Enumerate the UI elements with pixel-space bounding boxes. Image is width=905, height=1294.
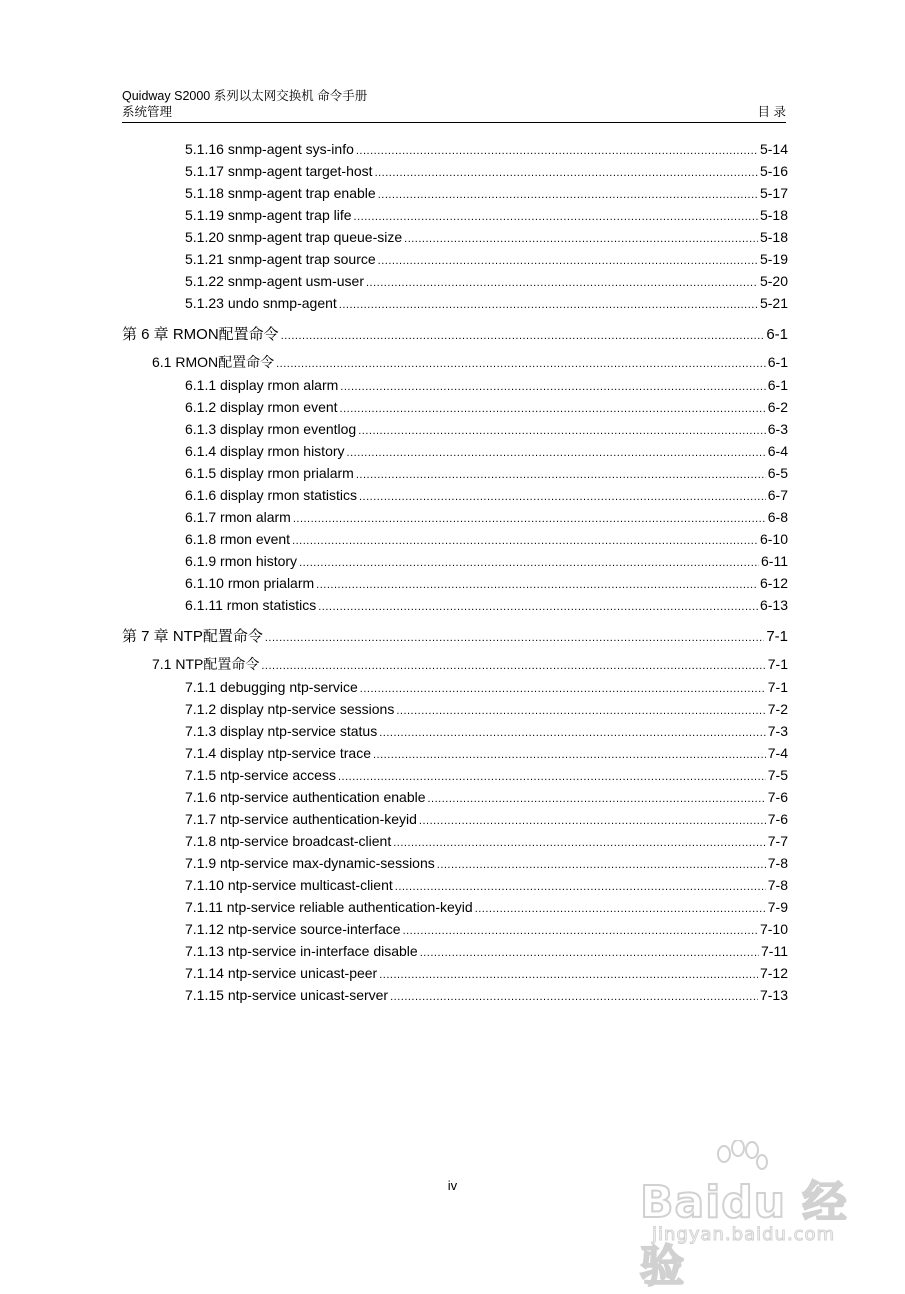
toc-entry-page: 7-4: [767, 745, 788, 761]
toc-chapter[interactable]: [122, 320, 788, 350]
toc-entry-title: 6.1.11 rmon statistics: [185, 597, 317, 613]
dot-leader: [276, 350, 766, 376]
dot-leader: [293, 506, 766, 530]
toc-entry-title: 6.1.9 rmon history: [185, 553, 298, 569]
toc-entry[interactable]: [122, 182, 788, 204]
dot-leader: [261, 652, 765, 678]
toc-entry-title: 6.1.8 rmon event: [185, 531, 291, 547]
dot-leader: [373, 742, 766, 766]
dot-leader: [338, 764, 766, 788]
product-title: Quidway S2000 系列以太网交换机 命令手册: [122, 89, 368, 103]
toc-entry-page: 7-1: [766, 628, 788, 645]
toc-entry[interactable]: [122, 918, 788, 940]
watermark-brand: Baidu 经验: [640, 1177, 848, 1292]
toc-entry-title: 6.1.4 display rmon history: [185, 443, 345, 459]
toc-entry[interactable]: [122, 270, 788, 292]
toc-entry-title: 7.1.13 ntp-service in-interface disable: [185, 943, 418, 959]
dot-leader: [292, 528, 758, 552]
toc-entry[interactable]: [122, 808, 788, 830]
dot-leader: [379, 962, 758, 986]
toc-entry-page: 7-8: [767, 855, 788, 871]
toc-entry-title: 5.1.18 snmp-agent trap enable: [185, 185, 376, 201]
dot-leader: [379, 720, 766, 744]
dot-leader: [347, 440, 766, 464]
toc-entry-page: 7-11: [761, 943, 788, 959]
toc-entry-title: 7.1.10 ntp-service multicast-client: [185, 877, 393, 893]
toc-entry-page: 6-3: [767, 421, 788, 437]
toc-entry-page: 7-10: [759, 921, 788, 937]
dot-leader: [420, 940, 759, 964]
toc-entry[interactable]: [122, 506, 788, 528]
toc-entry-page: 7-9: [767, 899, 788, 915]
dot-leader: [375, 160, 758, 184]
toc-entry-title: 7.1.7 ntp-service authentication-keyid: [185, 811, 417, 827]
dot-leader: [419, 808, 766, 832]
dot-leader: [316, 572, 758, 596]
toc-entry-title: 6.1.3 display rmon eventlog: [185, 421, 357, 437]
toc-entry[interactable]: [122, 852, 788, 874]
toc-entry-page: 7-7: [767, 833, 788, 849]
dot-leader: [475, 896, 766, 920]
toc-entry[interactable]: [122, 698, 788, 720]
toc-entry[interactable]: [122, 572, 788, 594]
toc-entry[interactable]: [122, 374, 788, 396]
toc-entry-title: 7.1.9 ntp-service max-dynamic-sessions: [185, 855, 435, 871]
toc-entry[interactable]: [122, 528, 788, 550]
toc-entry-title: 7.1.14 ntp-service unicast-peer: [185, 965, 378, 981]
toc-entry[interactable]: [122, 896, 788, 918]
toc-entry[interactable]: [122, 484, 788, 506]
toc-entry-page: 5-14: [759, 141, 788, 157]
toc-entry-page: 7-1: [767, 656, 788, 672]
toc-entry-page: 5-20: [759, 273, 788, 289]
toc-entry-title: 6.1.5 display rmon prialarm: [185, 465, 354, 481]
dot-leader: [318, 594, 758, 618]
toc-entry-page: 5-21: [759, 295, 788, 311]
toc-entry[interactable]: [122, 440, 788, 462]
toc-entry[interactable]: [122, 786, 788, 808]
toc-entry-title: 7.1.3 display ntp-service status: [185, 723, 378, 739]
toc-entry-title: 第 7 章 NTP配置命令: [122, 628, 263, 645]
dot-leader: [366, 270, 758, 294]
toc-entry-title: 7.1.11 ntp-service reliable authentication-keyid: [185, 899, 473, 915]
toc-entry-title: 7.1.6 ntp-service authentication enable: [185, 789, 426, 805]
toc-entry[interactable]: [122, 292, 788, 314]
toc-entry-title: 7.1.15 ntp-service unicast-server: [185, 987, 389, 1003]
toc-entry-page: 7-13: [759, 987, 788, 1003]
toc-entry-page: 6-1: [767, 354, 788, 370]
toc-section[interactable]: [122, 652, 788, 676]
chapter-label: 目 录: [757, 105, 786, 119]
toc-entry-title: 6.1.2 display rmon event: [185, 399, 338, 415]
toc-section[interactable]: [122, 350, 788, 374]
toc-entry-page: 6-13: [759, 597, 788, 613]
toc-entry-title: 5.1.16 snmp-agent sys-info: [185, 141, 354, 157]
toc-entry-page: 6-12: [759, 575, 788, 591]
toc-entry-title: 5.1.21 snmp-agent trap source: [185, 251, 376, 267]
dot-leader: [339, 292, 758, 316]
toc-entry-title: 7.1.4 display ntp-service trace: [185, 745, 371, 761]
toc-entry-page: 6-1: [766, 326, 788, 343]
dot-leader: [396, 698, 765, 722]
toc-entry-page: 5-19: [759, 251, 788, 267]
dot-leader: [378, 248, 758, 272]
section-name: 系统管理: [122, 105, 173, 119]
dot-leader: [354, 204, 758, 228]
dot-leader: [437, 852, 766, 876]
toc-entry-title: 6.1.6 display rmon statistics: [185, 487, 357, 503]
toc-entry-page: 6-2: [767, 399, 788, 415]
toc-entry-page: 6-1: [767, 377, 788, 393]
toc-entry-title: 5.1.22 snmp-agent usm-user: [185, 273, 364, 289]
toc-entry-title: 6.1.1 display rmon alarm: [185, 377, 339, 393]
toc-chapter[interactable]: [122, 622, 788, 652]
toc-entry-title: 第 6 章 RMON配置命令: [122, 326, 279, 343]
toc-entry-page: 5-16: [759, 163, 788, 179]
toc-entry-page: 6-5: [767, 465, 788, 481]
toc-entry[interactable]: [122, 226, 788, 248]
toc-entry-title: 7.1 NTP配置命令: [152, 656, 260, 672]
toc-entry-title: 7.1.12 ntp-service source-interface: [185, 921, 401, 937]
toc-entry[interactable]: [122, 396, 788, 418]
toc-entry[interactable]: [122, 248, 788, 270]
dot-leader: [358, 418, 766, 442]
toc-entry[interactable]: [122, 550, 788, 572]
toc-entry-page: 7-3: [767, 723, 788, 739]
dot-leader: [360, 676, 766, 700]
dot-leader: [265, 622, 764, 653]
toc-entry-title: 6.1.10 rmon prialarm: [185, 575, 315, 591]
header-subline: [122, 104, 786, 120]
toc-entry-title: 7.1.8 ntp-service broadcast-client: [185, 833, 392, 849]
dot-leader: [393, 830, 766, 854]
toc-entry-title: 6.1.7 rmon alarm: [185, 509, 291, 525]
toc-entry-page: 7-5: [767, 767, 788, 783]
dot-leader: [403, 918, 758, 942]
toc-entry-page: 5-17: [759, 185, 788, 201]
dot-leader: [340, 374, 765, 398]
dot-leader: [428, 786, 766, 810]
dot-leader: [340, 396, 766, 420]
toc-entry[interactable]: [122, 594, 788, 616]
toc-entry-page: 7-2: [767, 701, 788, 717]
page-header: [122, 88, 786, 120]
toc-entry[interactable]: [122, 160, 788, 182]
toc-entry-page: 7-8: [767, 877, 788, 893]
table-of-contents: [122, 138, 788, 1006]
toc-entry[interactable]: [122, 138, 788, 160]
toc-entry-page: 6-7: [767, 487, 788, 503]
toc-entry-title: 5.1.23 undo snmp-agent: [185, 295, 337, 311]
toc-entry-title: 7.1.2 display ntp-service sessions: [185, 701, 395, 717]
toc-entry[interactable]: [122, 874, 788, 896]
toc-entry[interactable]: [122, 462, 788, 484]
dot-leader: [404, 226, 758, 250]
toc-entry-title: 7.1.5 ntp-service access: [185, 767, 336, 783]
toc-entry[interactable]: [122, 720, 788, 742]
dot-leader: [299, 550, 759, 574]
toc-entry-title: 5.1.20 snmp-agent trap queue-size: [185, 229, 403, 245]
toc-entry-title: 5.1.19 snmp-agent trap life: [185, 207, 352, 223]
toc-entry-page: 6-10: [759, 531, 788, 547]
dot-leader: [378, 182, 758, 206]
toc-entry-page: 5-18: [759, 207, 788, 223]
dot-leader: [359, 484, 766, 508]
toc-entry-page: 7-6: [767, 789, 788, 805]
header-divider: [122, 122, 786, 123]
toc-entry[interactable]: [122, 676, 788, 698]
toc-entry[interactable]: [122, 764, 788, 786]
toc-entry[interactable]: [122, 940, 788, 962]
page-number: iv: [447, 1178, 458, 1193]
dot-leader: [390, 984, 758, 1008]
toc-entry[interactable]: [122, 742, 788, 764]
toc-entry-page: 5-18: [759, 229, 788, 245]
dot-leader: [395, 874, 766, 898]
watermark-url: jingyan.baidu.com: [652, 1224, 836, 1245]
toc-entry-title: 5.1.17 snmp-agent target-host: [185, 163, 373, 179]
dot-leader: [281, 320, 765, 351]
toc-entry-page: 7-6: [767, 811, 788, 827]
toc-entry-title: 7.1.1 debugging ntp-service: [185, 679, 358, 695]
toc-entry[interactable]: [122, 418, 788, 440]
toc-entry-page: 6-4: [767, 443, 788, 459]
toc-entry[interactable]: [122, 984, 788, 1006]
toc-entry[interactable]: [122, 962, 788, 984]
dot-leader: [356, 462, 766, 486]
toc-entry[interactable]: [122, 830, 788, 852]
toc-entry[interactable]: [122, 204, 788, 226]
toc-entry-page: 6-8: [767, 509, 788, 525]
toc-entry-page: 7-12: [759, 965, 788, 981]
toc-entry-page: 6-11: [761, 553, 788, 569]
toc-entry-page: 7-1: [767, 679, 788, 695]
baidu-jingyan-watermark: [640, 1140, 850, 1292]
toc-entry-title: 6.1 RMON配置命令: [152, 354, 275, 370]
dot-leader: [356, 138, 758, 162]
